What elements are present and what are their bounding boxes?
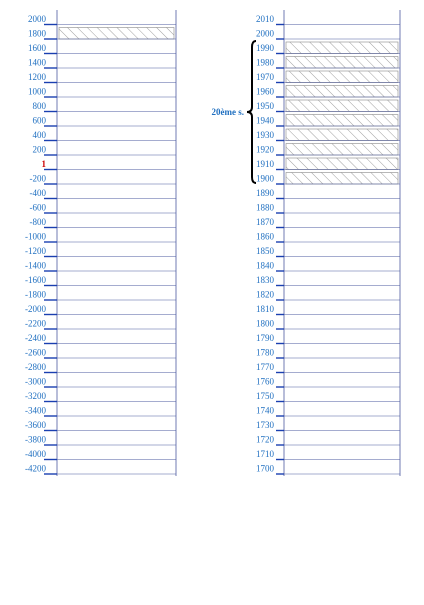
hatched-period [286, 86, 398, 98]
year-label: -2600 [25, 347, 46, 358]
century-label: 20ème s. [211, 107, 244, 117]
year-label: -4000 [25, 449, 46, 459]
year-label: 1980 [256, 57, 274, 68]
hatched-period [286, 158, 398, 170]
year-label: 1820 [256, 289, 274, 300]
year-label: 1950 [256, 101, 274, 111]
year-label: 1750 [256, 391, 274, 401]
year-label: -1600 [25, 275, 46, 285]
year-label: 1800 [28, 28, 46, 39]
year-label: 1940 [256, 115, 274, 126]
year-label: -4200 [25, 463, 46, 474]
year-label: -200 [29, 173, 46, 184]
year-label: 1790 [256, 333, 274, 343]
year-label: -3400 [25, 405, 46, 416]
year-label: 1840 [256, 260, 274, 271]
year-label: 1890 [256, 188, 274, 198]
year-label: -3800 [25, 434, 46, 445]
year-label: 1000 [28, 86, 46, 97]
century-bracket-group [212, 41, 257, 183]
left-timeline [25, 10, 176, 476]
year-label: 1970 [256, 72, 274, 82]
year-label: 1860 [256, 231, 274, 242]
year-label: 1900 [256, 173, 274, 184]
hatched-period [286, 71, 398, 83]
year-label: -3600 [25, 420, 46, 430]
year-label: 1870 [256, 217, 274, 227]
year-label: 2010 [256, 14, 274, 24]
year-label: -2400 [25, 333, 46, 343]
year-label: -1400 [25, 260, 46, 271]
year-label: 1770 [256, 362, 274, 372]
year-label: 1200 [28, 72, 46, 82]
year-label: 2000 [256, 28, 274, 39]
year-label: 1850 [256, 246, 274, 256]
year-label: 1800 [256, 318, 274, 329]
year-label-highlight: 1 [41, 159, 46, 169]
hatched-period [59, 28, 174, 40]
year-label: -800 [29, 217, 46, 227]
year-label: 1780 [256, 347, 274, 358]
year-label: -3000 [25, 376, 46, 387]
year-label: 1400 [28, 57, 46, 68]
year-label: 1810 [256, 304, 274, 314]
year-label: 1730 [256, 420, 274, 430]
year-label: -400 [29, 188, 46, 198]
hatched-period [286, 100, 398, 112]
year-label: 800 [32, 101, 46, 111]
year-label: -1200 [25, 246, 46, 256]
hatched-period [286, 144, 398, 156]
hatched-period [286, 57, 398, 69]
year-label: -2000 [25, 304, 46, 314]
year-label: -600 [29, 202, 46, 213]
year-label: 1910 [256, 159, 274, 169]
right-timeline [256, 10, 400, 476]
year-label: -1000 [25, 231, 46, 242]
year-label: 600 [32, 115, 46, 126]
year-label: -2800 [25, 362, 46, 372]
year-label: 1700 [256, 463, 274, 474]
year-label: 1920 [256, 144, 274, 155]
year-label: 1990 [256, 43, 274, 53]
hatched-period [286, 42, 398, 54]
year-label: 1930 [256, 130, 274, 140]
year-label: 1720 [256, 434, 274, 445]
hatched-period [286, 129, 398, 141]
year-label: 1710 [256, 449, 274, 459]
year-label: 2000 [28, 14, 46, 24]
year-label: -2200 [25, 318, 46, 329]
year-label: 400 [32, 130, 46, 140]
year-label: 1960 [256, 86, 274, 97]
curly-bracket-icon [247, 41, 256, 183]
year-label: -3200 [25, 391, 46, 401]
year-label: 200 [32, 144, 46, 155]
hatched-period [286, 115, 398, 127]
year-label: 1830 [256, 275, 274, 285]
year-label: 1760 [256, 376, 274, 387]
year-label: -1800 [25, 289, 46, 300]
year-label: 1880 [256, 202, 274, 213]
hatched-period [286, 173, 398, 185]
year-label: 1600 [28, 43, 46, 53]
year-label: 1740 [256, 405, 274, 416]
